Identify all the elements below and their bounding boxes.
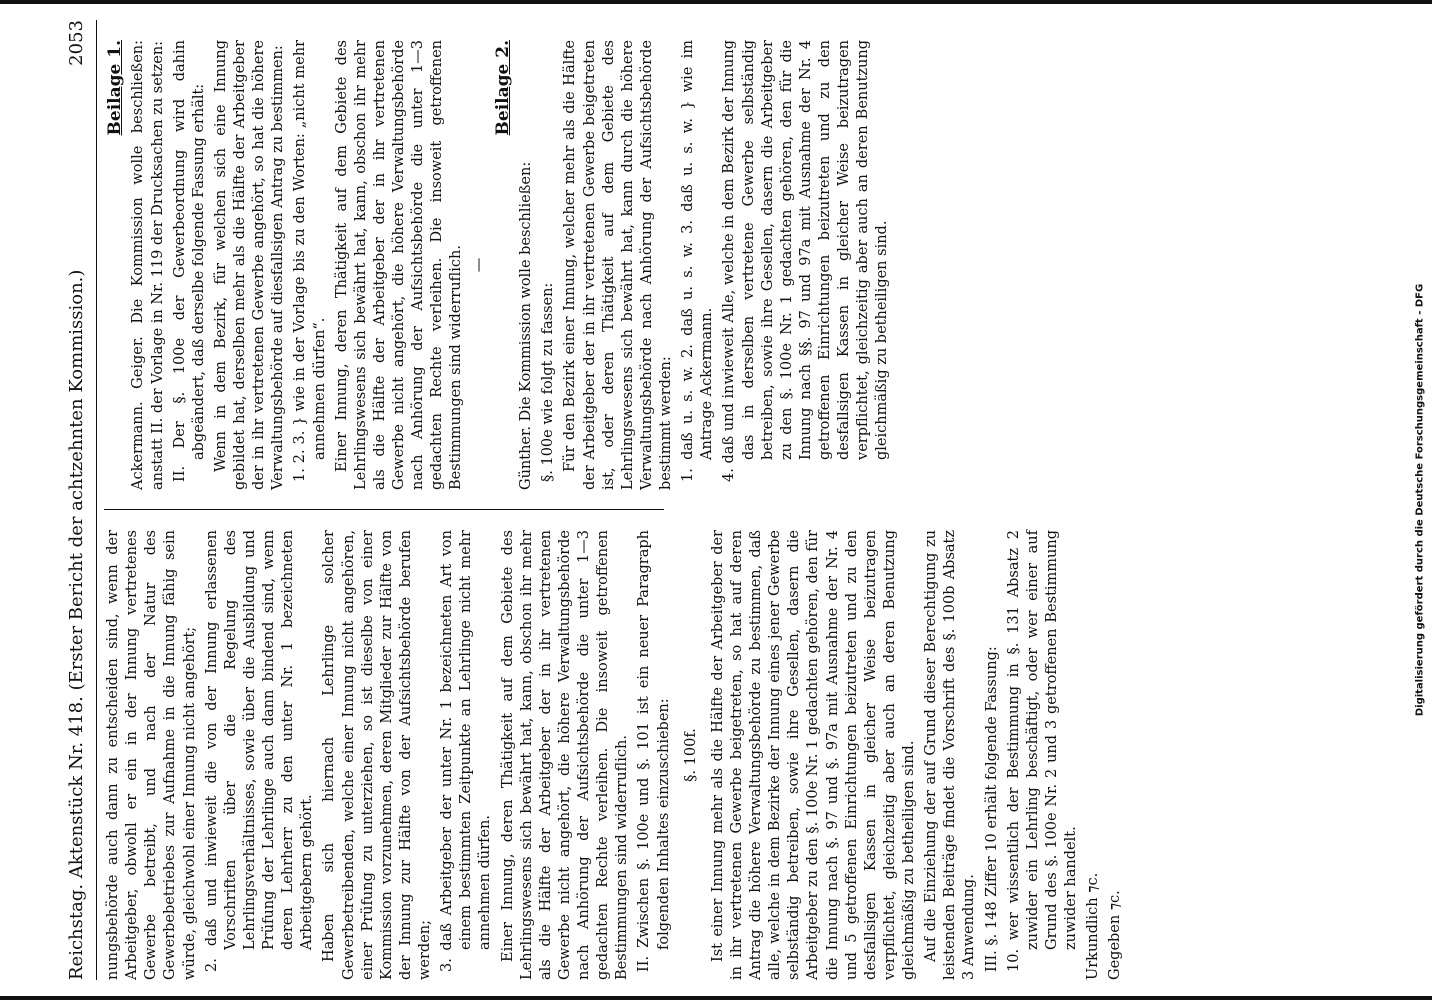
list-item: II. Zwischen §. 100e und §. 101 ist ein neuer Paragraph folgenden Inhaltes einzuschieben: bbox=[636, 530, 672, 972]
paragraph: nungsbehörde auch dann zu entscheiden sind, wenn der Arbeitgeber, obwohl er ein in der Innung vertretenes Gewerbe betreibt, und nach der Natur des Gewerbebetriebes zur Aufnahme in die Innung fähig sein würde, gleichwohl einer Innung nicht angehört; bbox=[105, 530, 198, 980]
list-item: III. §. 148 Ziffer 10 erhält folgende Fassung: bbox=[983, 646, 1000, 972]
list-item: 4. daß und inwieweit Alle, welche in dem Bezirk der Innung das in derselben vertretene Gewerbe selbständig betreiben, sowie ihre Gesellen, dasern die Arbeitgeber zu den §. 100e Nr. 1 gedachten gehören, den für die Innung nach §§. 97 und 97a mit Ausnahme der Nr. 4 getroffenen Einrichtungen beizutreten und zu den desfallsigen Kassen in gleicher Weise beizutragen verpflichtet, gleichzeitig aber auch an deren Benutzung gleichmäßig zu betheiligen sind. bbox=[721, 40, 891, 482]
paragraph: Ackermann. Geiger. Die Kommission wolle beschließen: anstatt II. der Vorlage in Nr. 119 der Drucksachen zu setzen: bbox=[130, 40, 166, 490]
page-number: 2053 bbox=[66, 20, 87, 66]
right-column bbox=[104, 40, 896, 490]
header-rule bbox=[96, 20, 97, 980]
left-column bbox=[104, 530, 1128, 980]
paragraph: Auf die Einziehung der auf Grund dieser Berechtigung zu leistenden Beiträge findet die Vorschrift des §. 100b Absatz 3 Anwendung. bbox=[923, 530, 978, 980]
separator: — bbox=[470, 257, 487, 273]
paragraph: Für den Bezirk einer Innung, welcher mehr als die Hälfte der Arbeitgeber der in ihr vertretenen Gewerbe beigetreten ist, oder deren Thätigkeit auf dem Gebiete des Lehrlingswesens sich bewährt hat, kann durch die höhere Verwaltungsbehörde nach Anhörung der Aufsichtsbehörde bestimmt werden: bbox=[562, 40, 674, 490]
rotated-page-content bbox=[60, 0, 1410, 1000]
list-item: 3. daß Arbeitgeber der unter Nr. 1 bezeichneten Art von einem bestimmten Zeitpunkte an Lehrlinge nicht mehr annehmen dürfen. bbox=[439, 530, 494, 972]
list-item: 2. daß und inwieweit die von der Innung erlassenen Vorschriften über die Regelung des Lehrlingsverhältnisses, sowie über die Ausbildung und Prüfung der Lehrlinge auch dann bindend sind, wenn deren Lehrherr zu den unter Nr. 1 bezeichneten Arbeitgebern gehört. bbox=[203, 530, 316, 972]
list-item: 1. daß u. s. w. 2. daß u. s. w. 3. daß u. s. w. } wie im Antrage Ackermann. bbox=[680, 40, 716, 482]
closing-formula: Urkundlich ⁊c. bbox=[1085, 872, 1102, 980]
section-heading: §. 100f. bbox=[682, 728, 699, 782]
credit-text: Digitalisierung gefördert durch die Deutsche Forschungsgemeinschaft - DFG bbox=[1414, 283, 1426, 717]
scan-edge-bottom bbox=[0, 996, 1432, 1000]
paragraph: Günther. Die Kommission wolle beschließen: bbox=[518, 161, 535, 490]
appendix-heading: Beilage 1. bbox=[105, 40, 125, 136]
paragraph: Wenn in dem Bezirk, für welchen sich eine Innung gebildet hat, derselben mehr als die Hälfte der Arbeitgeber der in ihr vertretenen Gewerbe angehört, so hat die höhere Verwaltungsbehörde auf diesfallsigen Antrag zu bestimmen: bbox=[212, 40, 287, 490]
digitization-credit bbox=[1410, 20, 1430, 980]
paragraph: Ist einer Innung mehr als die Hälfte der Arbeitgeber der in ihr vertretenen Gewerbe beigetreten, so hat auf deren Antrag die höhere Verwaltungsbehörde zu bestimmen, daß alle, welche in dem Bezirke der Innung eines jener Gewerbe selbständig betreiben, sowie ihre Gesellen, dasern die Arbeitgeber zu den §. 100e Nr. 1 gedachten gehören, den für die Innung nach §. 97 und §. 97a mit Ausnahme der Nr. 4 und 5 getroffenen Einrichtungen beizutreten und zu den desfallsigen Kassen in gleicher Weise beizutragen verpflichtet, gleichzeitig aber auch an deren Benutzung gleichmäßig zu betheiligen sind. bbox=[709, 530, 917, 980]
paragraph: Einer Innung, deren Thätigkeit auf dem Gebiete des Lehrlingswesens sich bewährt hat, kann, obschon ihr mehr als die Hälfte der Arbeitgeber der in ihr vertretenen Gewerbe nicht angehört, die höhere Verwaltungsbehörde nach Anhörung der Aufsichtsbehörde die unter 1—3 gedachten Rechte verleihen. Die insoweit getroffenen Bestimmungen sind widerruflich. bbox=[333, 40, 465, 490]
header-title: Reichstag. Aktenstück Nr. 418. (Erster Bericht der achtzehnten Kommission.) bbox=[66, 269, 87, 980]
closing-formula: Gegeben ⁊c. bbox=[1107, 890, 1124, 980]
appendix-heading: Beilage 2. bbox=[492, 40, 513, 136]
running-header bbox=[60, 20, 94, 980]
paragraph: Einer Innung, deren Thätigkeit auf dem Gebiete des Lehrlingswesens sich bewährt hat, kann, obschon ihr mehr als die Hälfte der Arbeitgeber der in ihr vertretenen Gewerbe nicht angehört, die höhere Verwaltungsbehörde nach Anhörung der Aufsichtsbehörde die unter 1—3 gedachten Rechte verleihen. Die insoweit getroffenen Bestimmungen sind widerruflich. bbox=[499, 530, 631, 980]
list-item: 10. wer wissentlich der Bestimmung in §. 131 Absatz 2 zuwider ein Lehrling beschäftigt, oder wer einer auf Grund des §. 100e Nr. 2 und 3 getroffenen Bestimmung zuwider handelt. bbox=[1005, 530, 1079, 972]
list-item: 1. 2. 3. } wie in der Vorlage bis zu den Worten: „nicht mehr annehmen dürfen“. bbox=[292, 40, 328, 482]
column-divider bbox=[104, 509, 664, 510]
list-item: §. 100e wie folgt zu fassen: bbox=[540, 282, 557, 482]
list-item: II. Der §. 100e der Gewerbeordnung wird dahin abgeändert, daß derselbe folgende Fassung erhält: bbox=[171, 40, 207, 482]
paragraph: Haben sich hiernach Lehrlinge solcher Gewerbetreibenden, welche einer Innung nicht angehören, einer Prüfung zu unterziehen, so ist dieselbe von einer Kommission vorzunehmen, deren Mitglieder zur Hälfte von der Innung zur Hälfte von der Aufsichtsbehörde berufen werden; bbox=[321, 530, 433, 980]
